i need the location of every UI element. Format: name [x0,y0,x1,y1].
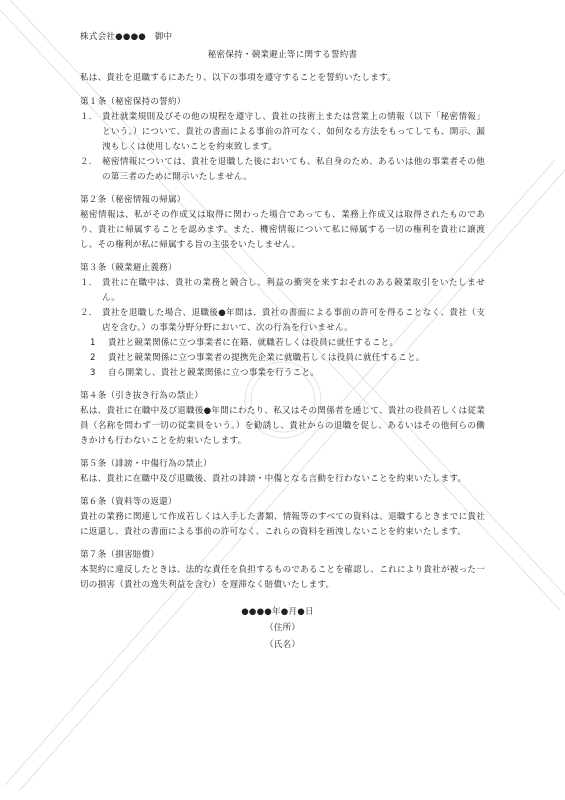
article-2 [80,193,485,253]
document-body [80,30,485,654]
name-label: （氏名） [265,640,301,650]
article-heading: 第４条（引き抜き行為の禁止） [80,391,204,401]
article-6 [80,495,485,540]
item-text: 貴社に在職中は、貴社の業務と競合し、利益の衝突を来すおそれのある競業取引をいたしません。 [102,278,485,303]
item-number: ２． [80,157,98,167]
item-text: 秘密情報については、貴社を退職した後においても、私自身のため、あるいは他の事業者その他の第三者のために開示いたしません。 [102,157,485,182]
intro-paragraph: 私は、貴社を退職するにあたり、以下の事項を遵守することを誓約いたします。 [80,73,396,83]
sub-item [90,366,485,381]
sub-item-number: 2 [90,353,96,363]
article-paragraph: 貴社の業務に関連して作成若しくは入手した書類、情報等のすべての資料は、退職するときまでに貴社に返還し、貴社の書面による事前の許可なく、これらの資料を画洩しないことを約束いたします。 [80,512,485,537]
item-text: 貴社を退職した場合、退職後●年間は、貴社の書面による事前の許可を得ることなく、貴社（支店を含む。）の事業分野分野において、次の行為を行いません。 [102,308,485,333]
article-paragraph: 本契約に違反したときは、法的な責任を負担するものであることを確認し、これにより貴社が被った一切の損害（貴社の逸失利益を含む）を遅滞なく賠償いたします。 [80,565,485,590]
sub-item-text: 自ら開業し、貴社と競業関係に立つ事業を行うこと。 [108,368,320,378]
address-label: （住所） [265,623,301,633]
article-3 [80,261,485,381]
item-number: １． [80,278,98,288]
article-heading: 第２条（秘密情報の帰属） [80,195,186,205]
article-paragraph: 私は、貴社に在職中及び退職後、貴社の誹謗・中傷となる言動を行わないことを約束いたします。 [80,474,467,484]
sub-item-number: 1 [90,338,96,348]
article-heading: 第６条（資料等の返還） [80,497,177,507]
article-7 [80,548,485,593]
list-item [80,155,485,185]
sub-item-number: 3 [90,368,96,378]
article-paragraph: 秘密情報は、私がその作成又は取得に関わった場合であっても、業務上作成又は取得されたものであり、貴社に帰属することを認めます。また、機密情報について私に帰属する一切の権利を貴社に譲渡し、その権利が私に帰属する旨の主張をいたしません。 [80,210,485,250]
item-text: 貴社就業規則及びその他の規程を遵守し、貴社の技術上または営業上の情報（以下「秘密情報」という。）について、貴社の書面による事前の許可なく、如何なる方法をもってしても、開示、漏洩もしくは使用しないことを約束致します。 [102,112,485,152]
list-item [80,276,485,306]
article-heading: 第１条（秘密保持の誓約） [80,97,186,107]
document-title: 秘密保持・競業避止等に関する誓約書 [207,50,358,60]
list-item [80,110,485,155]
addressee: 株式会社●●●● 御中 [80,32,173,42]
article-heading: 第５条（誹謗・中傷行為の禁止） [80,459,212,469]
sub-item [90,336,485,351]
item-number: １． [80,112,98,122]
signature-date: ●●●●年●月●日 [241,607,314,617]
article-1 [80,95,485,185]
article-4 [80,389,485,449]
list-item [80,306,485,336]
article-heading: 第７条（損害賠償） [80,550,160,560]
sub-item [90,351,485,366]
article-5 [80,457,485,487]
article-paragraph: 私は、貴社に在職中及び退職後●年間にわたり、私又はその関係者を通じて、貴社の役員若しくは従業員（名称を問わず一切の従業員をいう。）を勧誘し、貴社からの退職を促し、あるいはその他何らの働きかけも行わないことを約束いたします。 [80,406,485,446]
sub-item-text: 貴社と競業関係に立つ事業者の提携先企業に就職若しくは役員に就任すること。 [108,353,425,363]
sub-item-text: 貴社と競業関係に立つ事業者に在籍、就職若しくは役員に就任すること。 [108,338,399,348]
article-heading: 第３条（競業避止義務） [80,263,177,273]
item-number: ２． [80,308,98,318]
